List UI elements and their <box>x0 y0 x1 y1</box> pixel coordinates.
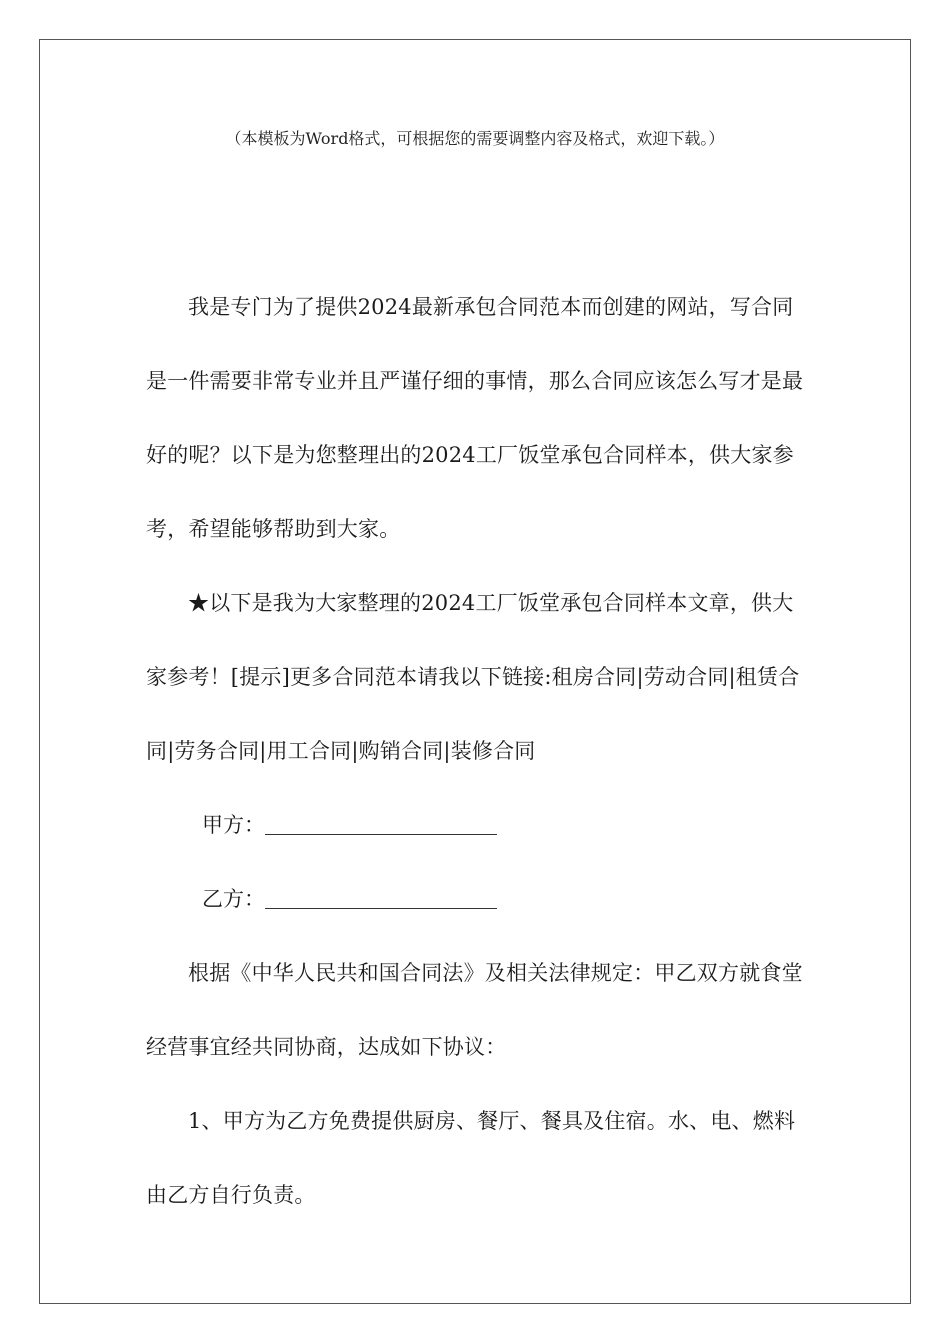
basis-paragraph: 根据《中华人民共和国合同法》及相关法律规定：甲乙双方就食堂经营事宜经共同协商，达成如下协议： <box>146 961 803 1059</box>
clause-1-paragraph: 1、甲方为乙方免费提供厨房、餐厅、餐具及住宿。水、电、燃料由乙方自行负责。 <box>146 1109 796 1207</box>
party-a-line <box>146 788 806 862</box>
document-body <box>146 270 806 1232</box>
intro-paragraph: 我是专门为了提供2024最新承包合同范本而创建的网站，写合同是一件需要非常专业并且严谨仔细的事情，那么合同应该怎么写才是最好的呢？以下是为您整理出的2024工厂饭堂承包合同样本，供大家参考，希望能够帮助到大家。 <box>146 295 804 541</box>
star-icon: ★ <box>188 591 210 615</box>
party-a-label: 甲方： <box>202 813 265 837</box>
party-a-blank[interactable] <box>265 814 497 835</box>
party-b-blank[interactable] <box>265 888 497 909</box>
party-b-line <box>146 862 806 936</box>
party-b-label: 乙方： <box>202 887 265 911</box>
tip-text: 以下是我为大家整理的2024工厂饭堂承包合同样本文章，供大家参考！[提示]更多合同范本请我以下链接:租房合同|劳动合同|租赁合同|劳务合同|用工合同|购销合同|装修合同 <box>146 591 800 763</box>
template-notice: （本模板为Word格式，可根据您的需要调整内容及格式，欢迎下载。） <box>225 129 725 148</box>
tip-paragraph <box>146 566 806 788</box>
